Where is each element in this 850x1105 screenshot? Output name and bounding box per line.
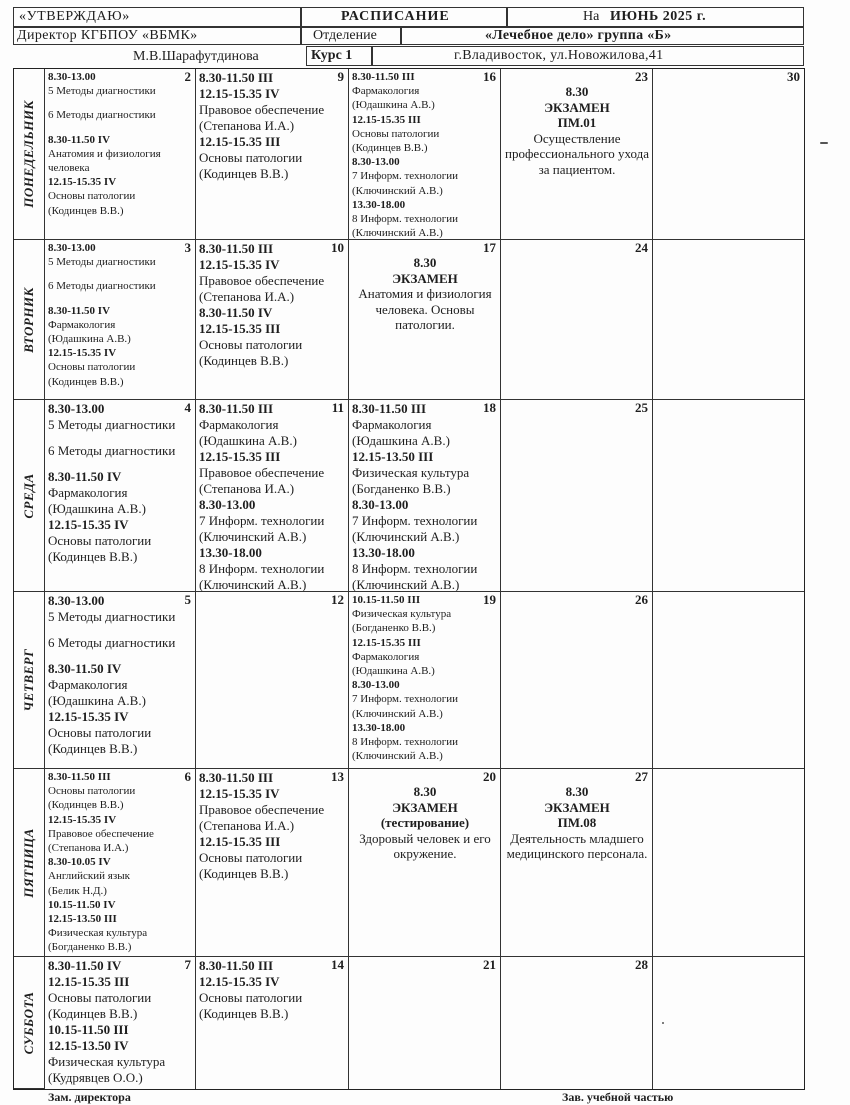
lesson-time: 8.30-11.50 III — [199, 958, 274, 973]
director-name: М.В.Шарафутдинова — [133, 49, 259, 64]
lesson-time: 13.30-18.00 — [352, 545, 415, 560]
date-number: 5 — [184, 592, 191, 607]
lesson-text: Основы патологии — [199, 990, 303, 1005]
lesson-text: Осуществление профессионального ухода за пациентом. — [505, 130, 649, 177]
lesson-text: Основы патологии — [48, 785, 136, 798]
date-number: 20 — [483, 769, 496, 784]
lesson-time: 12.15-15.35 IV — [199, 257, 280, 272]
lesson-text: (Юдашкина А.В.) — [48, 333, 131, 346]
day-cell — [349, 769, 501, 957]
day-header — [14, 240, 45, 400]
day-cell — [45, 769, 196, 957]
lesson-text: (Ключинский А.В.) — [352, 227, 443, 240]
lesson-time: 8.30-13.00 — [352, 497, 409, 512]
date-number: 28 — [635, 957, 648, 972]
month-prefix: На — [583, 9, 600, 24]
lesson-text: Правовое обеспечение — [199, 273, 325, 288]
lesson-text: (Богданенко В.В.) — [352, 622, 436, 635]
day-cell — [349, 400, 501, 592]
lesson-time: 8.30-11.50 III — [199, 70, 274, 85]
day-cell — [501, 69, 653, 240]
lesson-text: 6 Методы диагностики — [48, 635, 176, 650]
lesson-text: 8 Информ. технологии — [199, 561, 325, 576]
lesson-text: Физическая культура — [48, 1054, 166, 1069]
lesson-text: Основы патологии — [199, 337, 303, 352]
date-number: 30 — [787, 69, 800, 84]
lesson-time: 12.15-15.35 III — [48, 974, 130, 989]
approve-label: «УТВЕРЖДАЮ» — [19, 9, 130, 24]
day-cell — [349, 69, 501, 240]
lesson-text: (Юдашкина А.В.) — [352, 99, 435, 112]
spacer — [48, 98, 193, 108]
day-cell — [45, 240, 196, 400]
lesson-text: (Степанова И.А.) — [199, 289, 295, 304]
lesson-text: (Ключинский А.В.) — [352, 750, 443, 763]
day-header — [14, 400, 45, 592]
lesson-text: (Ключинский А.В.) — [199, 529, 307, 544]
lesson-time: 12.15-15.35 IV — [48, 176, 117, 189]
lesson-text: (Ключинский А.В.) — [352, 529, 460, 544]
lesson-text: 6 Методы диагностики — [48, 280, 156, 293]
day-cell — [45, 957, 196, 1089]
day-label: ВТОРНИК — [21, 286, 36, 353]
date-number: 14 — [331, 957, 344, 972]
lesson-text: (Кодинцев В.В.) — [48, 1006, 138, 1021]
day-label: ЧЕТВЕРГ — [21, 648, 36, 712]
lesson-text: Фармакология — [199, 417, 279, 432]
lesson-time: 12.15-15.35 III — [199, 134, 281, 149]
day-cell — [501, 957, 653, 1089]
day-label: ПОНЕДЕЛЬНИК — [21, 100, 36, 208]
lesson-text: Основы патологии — [199, 150, 303, 165]
spacer — [48, 433, 193, 443]
spacer — [48, 269, 193, 279]
lesson-text: (Юдашкина А.В.) — [48, 693, 146, 708]
day-cell — [653, 400, 804, 592]
lesson-text: (Богданенко В.В.) — [352, 481, 451, 496]
day-cell — [196, 240, 349, 400]
director-label: Директор КГБПОУ «ВБМК» — [17, 28, 198, 43]
lesson-time: 8.30-13.00 — [352, 156, 400, 169]
day-cell — [501, 592, 653, 769]
day-cell — [45, 69, 196, 240]
lesson-text: (Кодинцев В.В.) — [48, 799, 124, 812]
department-label: Отделение — [313, 28, 377, 43]
lesson-text: (Юдашкина А.В.) — [199, 433, 297, 448]
lesson-text: Основы патологии — [48, 990, 152, 1005]
lesson-text: Здоровый человек и его окружение. — [359, 830, 491, 861]
course-label: Курс 1 — [311, 48, 353, 63]
lesson-text: (Ключинский А.В.) — [352, 707, 443, 720]
lesson-text: (Степанова И.А.) — [199, 118, 295, 133]
day-cell — [501, 769, 653, 957]
day-cell — [349, 957, 501, 1089]
date-number: 12 — [331, 592, 344, 607]
lesson-text: 5 Методы диагностики — [48, 85, 156, 98]
day-cell — [45, 592, 196, 769]
lesson-time: 13.30-18.00 — [199, 545, 262, 560]
lesson-time: 12.15-15.35 IV — [48, 813, 117, 826]
lesson-time: ЭКЗАМЕН — [392, 270, 458, 286]
lesson-time: 8.30 — [565, 84, 589, 99]
lesson-time: 12.15-15.35 III — [352, 636, 421, 649]
month-label: ИЮНЬ 2025 г. — [610, 9, 707, 24]
lesson-text: Правовое обеспечение — [199, 802, 325, 817]
day-cell — [349, 592, 501, 769]
day-header — [14, 69, 45, 240]
lesson-text: Деятельность младшего медицинского персонала. — [506, 830, 648, 861]
lesson-text: Фармакология — [352, 85, 420, 98]
date-number: 21 — [483, 957, 496, 972]
day-cell — [653, 69, 804, 240]
group-label: «Лечебное дело» группа «Б» — [485, 28, 672, 43]
lesson-text: Основы патологии — [48, 533, 152, 548]
day-cell — [501, 240, 653, 400]
lesson-time: 8.30-13.00 — [48, 593, 105, 608]
lesson-time: 12.15-15.35 IV — [48, 709, 129, 724]
date-number: 3 — [184, 240, 191, 255]
lesson-time: 8.30-13.00 — [199, 497, 256, 512]
day-header — [14, 769, 45, 957]
day-cell — [196, 769, 349, 957]
day-header — [14, 957, 45, 1089]
day-label: СРЕДА — [21, 472, 36, 519]
date-number: 26 — [635, 592, 648, 607]
lesson-text: (Кодинцев В.В.) — [199, 1006, 289, 1021]
date-number: 16 — [483, 69, 496, 84]
lesson-time: 8.30-13.00 — [48, 71, 96, 83]
day-cell — [653, 769, 804, 957]
date-number: 23 — [635, 69, 648, 84]
lesson-text: 5 Методы диагностики — [48, 609, 176, 624]
address-label: г.Владивосток, ул.Новожилова,41 — [454, 48, 664, 63]
lesson-text: (Кодинцев В.В.) — [199, 353, 289, 368]
date-number: 6 — [184, 769, 191, 784]
lesson-time: 8.30-11.50 III — [199, 241, 274, 256]
lesson-text: (Кодинцев В.В.) — [48, 741, 138, 756]
lesson-time: 8.30-11.50 IV — [48, 958, 122, 973]
spacer — [48, 294, 193, 304]
lesson-text: Фармакология — [48, 318, 116, 331]
day-cell — [45, 400, 196, 592]
lesson-text: (Богданенко В.В.) — [48, 941, 132, 954]
spacer — [48, 459, 193, 469]
lesson-time: 8.30-11.50 III — [352, 71, 415, 83]
lesson-time: ЭКЗАМЕН — [544, 99, 610, 115]
lesson-text: Основы патологии — [199, 850, 303, 865]
lesson-text: (Юдашкина А.В.) — [48, 501, 146, 516]
lesson-text: (Ключинский А.В.) — [352, 577, 460, 592]
day-cell — [196, 400, 349, 592]
lesson-text: (Кодинцев В.В.) — [352, 142, 428, 155]
lesson-time: 8.30-11.50 IV — [199, 305, 273, 320]
lesson-text: (Белик Н.Д.) — [48, 884, 107, 897]
date-number: 2 — [184, 69, 191, 84]
lesson-text: (Степанова И.А.) — [48, 842, 129, 855]
lesson-time: 12.15-15.35 IV — [48, 347, 117, 360]
lesson-text: Основы патологии — [48, 361, 136, 374]
lesson-time: 12.15-13.50 III — [352, 449, 434, 464]
lesson-text: Основы патологии — [48, 190, 136, 203]
lesson-time: 8.30-11.50 IV — [48, 469, 122, 484]
lesson-text: Правовое обеспечение — [48, 827, 154, 840]
lesson-text: 6 Методы диагностики — [48, 443, 176, 458]
lesson-text: (Кудрявцев О.О.) — [48, 1070, 143, 1085]
lesson-time: 12.15-15.35 IV — [199, 86, 280, 101]
lesson-time: 12.15-15.35 III — [199, 449, 281, 464]
lesson-time: 12.15-15.35 IV — [199, 786, 280, 801]
lesson-text: 6 Методы диагностики — [48, 109, 156, 122]
lesson-time: 8.30-11.50 IV — [48, 133, 111, 146]
schedule-grid — [13, 68, 805, 1090]
lesson-time: 8.30-11.50 III — [199, 401, 274, 416]
lesson-text: (Юдашкина А.В.) — [352, 433, 450, 448]
lesson-text: Фармакология — [352, 417, 432, 432]
lesson-text: (Степанова И.А.) — [199, 481, 295, 496]
lesson-time: 8.30-13.00 — [352, 679, 400, 692]
day-cell — [501, 400, 653, 592]
lesson-time: ЭКЗАМЕН — [544, 799, 610, 815]
lesson-text: человека — [48, 162, 90, 175]
lesson-time: ПМ.08 — [557, 815, 597, 830]
lesson-time: 12.15-15.35 III — [199, 834, 281, 849]
lesson-text: Фармакология — [48, 485, 128, 500]
lesson-text: (Кодинцев В.В.) — [48, 204, 124, 217]
lesson-text: Основы патологии — [352, 127, 440, 140]
date-number: 18 — [483, 400, 496, 415]
date-number: 13 — [331, 769, 344, 784]
date-number: 17 — [483, 240, 496, 255]
day-cell — [653, 592, 804, 769]
lesson-time: ПМ.01 — [557, 115, 597, 130]
date-number: 25 — [635, 400, 648, 415]
lesson-time: 12.15-15.35 III — [199, 321, 281, 336]
lesson-text: 7 Информ. технологии — [352, 513, 478, 528]
spacer — [48, 123, 193, 133]
lesson-text: (Кодинцев В.В.) — [199, 866, 289, 881]
lesson-text: (Кодинцев В.В.) — [48, 375, 124, 388]
lesson-time: 12.15-15.35 IV — [199, 974, 280, 989]
lesson-text: Физическая культура — [352, 608, 452, 621]
lesson-time: (тестирование) — [380, 815, 470, 830]
lesson-text: Физическая культура — [352, 465, 470, 480]
scan-speck — [820, 142, 828, 144]
lesson-time: 10.15-11.50 III — [48, 1022, 129, 1037]
date-number: 24 — [635, 240, 648, 255]
lesson-text: Фармакология — [352, 650, 420, 663]
date-number: 7 — [184, 957, 191, 972]
lesson-text: Фармакология — [48, 677, 128, 692]
lesson-text: (Юдашкина А.В.) — [352, 665, 435, 678]
lesson-time: 8.30 — [413, 255, 437, 270]
lesson-time: 12.15-13.50 IV — [48, 1038, 129, 1053]
date-number: 9 — [337, 69, 344, 84]
lesson-text: 7 Информ. технологии — [199, 513, 325, 528]
lesson-time: 13.30-18.00 — [352, 198, 406, 211]
date-number: 11 — [331, 400, 344, 415]
day-cell — [653, 957, 804, 1089]
lesson-time: 8.30-13.00 — [48, 242, 96, 254]
date-number: 27 — [635, 769, 648, 784]
lesson-text: Физическая культура — [48, 927, 148, 940]
lesson-time: 12.15-15.35 IV — [48, 517, 129, 532]
day-header — [14, 592, 45, 769]
lesson-time: 10.15-11.50 IV — [48, 898, 116, 911]
lesson-text: (Кодинцев В.В.) — [199, 166, 289, 181]
date-number: 19 — [483, 592, 496, 607]
day-cell — [196, 69, 349, 240]
scan-speck — [662, 1022, 664, 1024]
spacer — [48, 651, 193, 661]
day-cell — [349, 240, 501, 400]
lesson-time: 8.30-11.50 III — [352, 401, 427, 416]
lesson-text: 7 Информ. технологии — [352, 170, 459, 183]
lesson-text: 5 Методы диагностики — [48, 417, 176, 432]
lesson-time: 8.30 — [413, 784, 437, 799]
lesson-time: ЭКЗАМЕН — [392, 799, 458, 815]
lesson-text: (Ключинский А.В.) — [352, 184, 443, 197]
day-cell — [196, 592, 349, 769]
footer-right-label: Зав. учебной частью — [562, 1090, 674, 1104]
page-title: РАСПИСАНИЕ — [341, 9, 450, 24]
lesson-time: 12.15-15.35 III — [352, 113, 421, 126]
spacer — [48, 625, 193, 635]
lesson-text: Анатомия и физиология человека. Основы патологии. — [358, 286, 492, 332]
lesson-time: 8.30-11.50 IV — [48, 304, 111, 317]
lesson-text: 8 Информ. технологии — [352, 736, 459, 749]
day-cell — [653, 240, 804, 400]
date-number: 10 — [331, 240, 344, 255]
lesson-time: 8.30 — [565, 784, 589, 799]
lesson-text: (Ключинский А.В.) — [199, 577, 307, 592]
lesson-text: Правовое обеспечение — [199, 102, 325, 117]
day-label: СУББОТА — [21, 991, 36, 1054]
lesson-text: 8 Информ. технологии — [352, 561, 478, 576]
lesson-time: 8.30-11.50 IV — [48, 661, 122, 676]
day-cell — [196, 957, 349, 1089]
lesson-text: (Степанова И.А.) — [199, 818, 295, 833]
date-number: 4 — [184, 400, 191, 415]
lesson-text: 5 Методы диагностики — [48, 256, 156, 269]
lesson-text: 8 Информ. технологии — [352, 213, 459, 226]
lesson-time: 8.30-10.05 IV — [48, 856, 111, 869]
lesson-time: 8.30-13.00 — [48, 401, 105, 416]
lesson-time: 8.30-11.50 III — [199, 770, 274, 785]
lesson-text: Основы патологии — [48, 725, 152, 740]
footer-left-label: Зам. директора — [48, 1090, 131, 1104]
lesson-time: 12.15-13.50 III — [48, 913, 117, 926]
lesson-time: 8.30-11.50 III — [48, 771, 111, 783]
lesson-time: 10.15-11.50 III — [352, 594, 421, 606]
lesson-text: Английский язык — [48, 870, 130, 883]
lesson-text: 7 Информ. технологии — [352, 693, 459, 706]
lesson-time: 13.30-18.00 — [352, 721, 406, 734]
day-label: ПЯТНИЦА — [21, 827, 36, 898]
lesson-text: Анатомия и физиология — [48, 147, 161, 160]
lesson-text: (Кодинцев В.В.) — [48, 549, 138, 564]
lesson-text: Правовое обеспечение — [199, 465, 325, 480]
